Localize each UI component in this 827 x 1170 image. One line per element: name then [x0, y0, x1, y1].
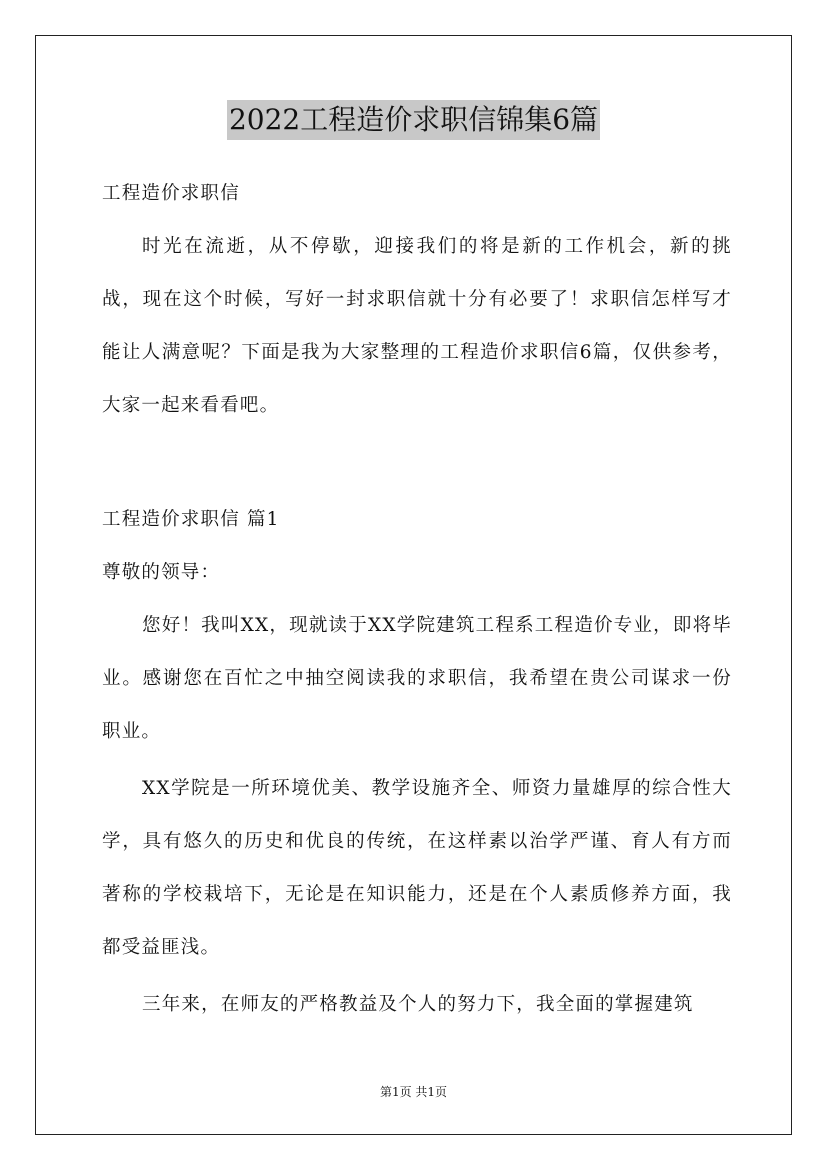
- subheading: 工程造价求职信: [102, 183, 240, 204]
- document-title: 2022工程造价求职信锦集6篇: [227, 100, 600, 140]
- page-footer: 第1页 共1页: [379, 1085, 448, 1099]
- section-heading: 工程造价求职信 篇1: [102, 509, 280, 530]
- title-container: [0, 100, 827, 140]
- body-paragraph-3: 三年来，在师友的严格教益及个人的努力下，我全面的掌握建筑: [142, 994, 694, 1015]
- salutation: 尊敬的领导：: [102, 562, 221, 583]
- body-paragraph-2: XX学院是一所环境优美、教学设施齐全、师资力量雄厚的综合性大学，具有悠久的历史和优良的传统，在这样素以治学严谨、育人有方而著称的学校栽培下，无论是在知识能力，还是在个人素质修养方面，我都受益匪浅。: [102, 778, 732, 958]
- intro-paragraph: 时光在流逝，从不停歇，迎接我们的将是新的工作机会，新的挑战，现在这个时候，写好一封求职信就十分有必要了！求职信怎样写才能让人满意呢？下面是我为大家整理的工程造价求职信6篇，仅供参考，大家一起来看看吧。: [102, 236, 732, 416]
- body-paragraph-1: 您好！我叫XX，现就读于XX学院建筑工程系工程造价专业，即将毕业。感谢您在百忙之中抽空阅读我的求职信，我希望在贵公司谋求一份职业。: [102, 615, 732, 742]
